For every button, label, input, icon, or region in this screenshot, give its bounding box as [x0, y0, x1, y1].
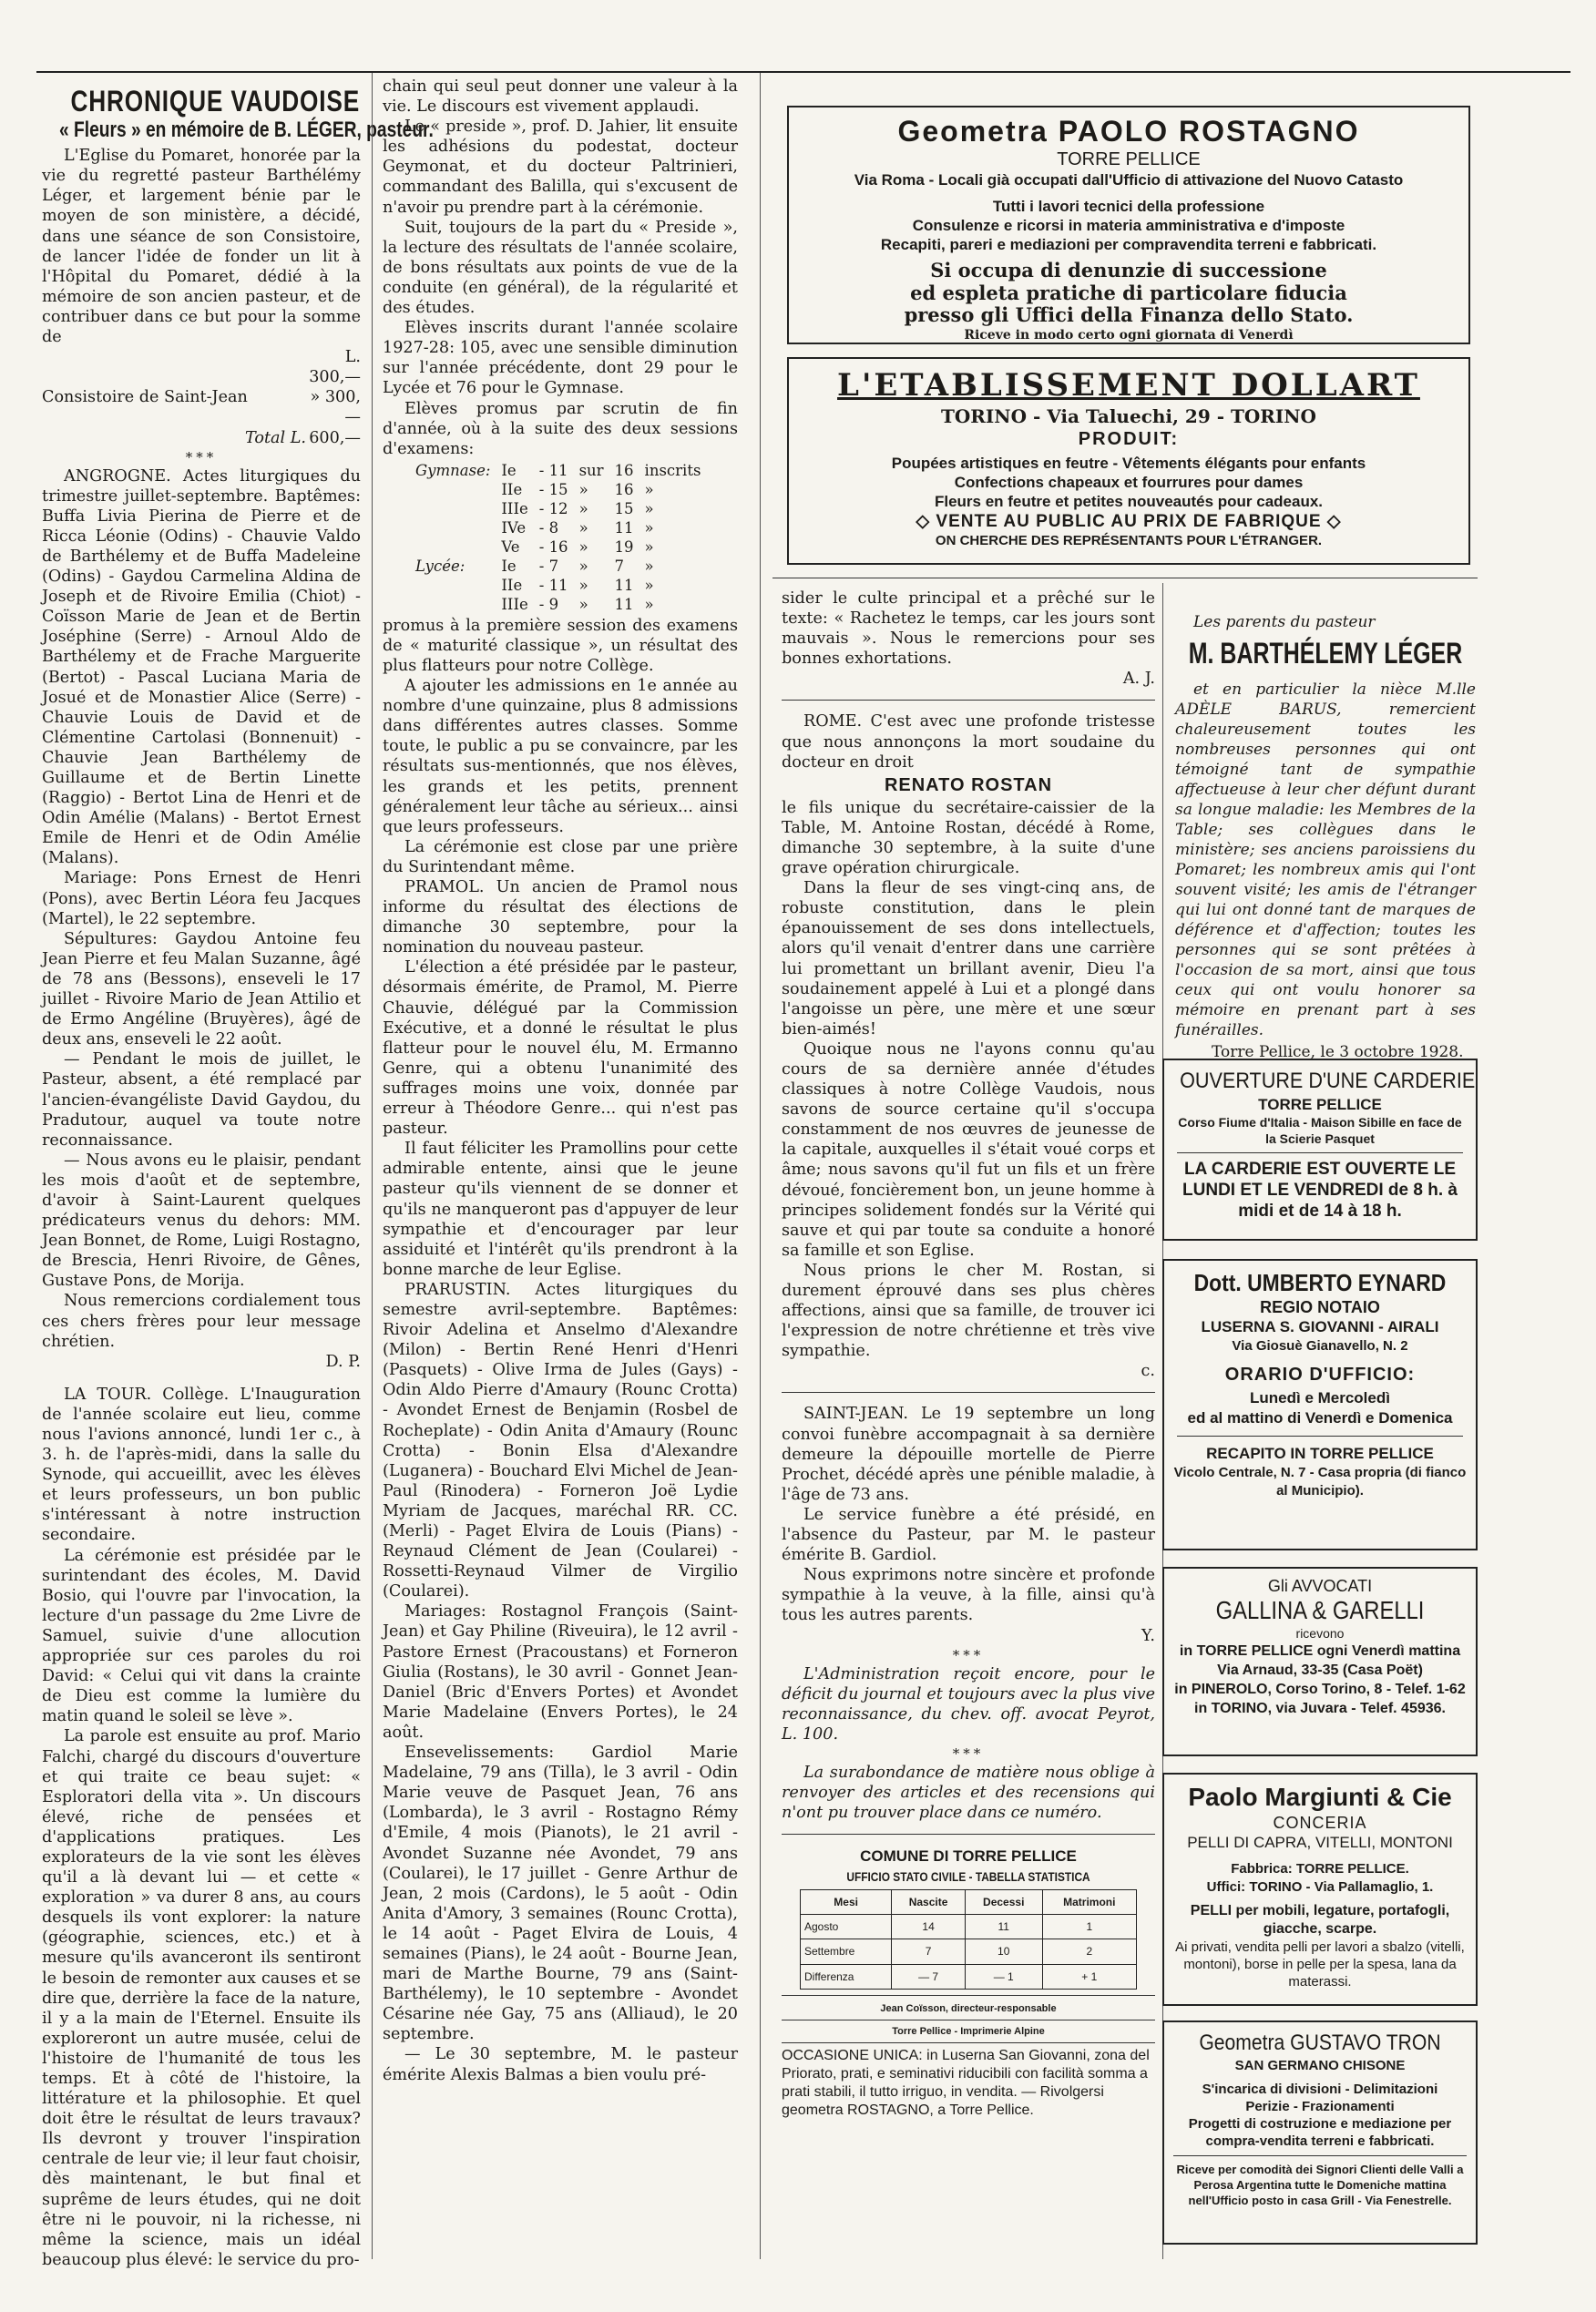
column-rule	[372, 73, 373, 2259]
section-heading: CHRONIQUE VAUDOISE	[70, 85, 361, 118]
classified-occasione: OCCASIONE UNICA: in Luserna San Giovanni, zona del Priorato, prati, e seminativi riducibili con facilità somma a prati stabili, il tutto irriguo, in vendita. — Rivolgersi geometra ROSTAGNO, a Torre Pellice.	[782, 2047, 1150, 2118]
separator-stars: ***	[952, 1646, 985, 1663]
paragraph-angrogne: ANGROGNE. Actes liturgiques du trimestre juillet-septembre. Baptêmes: Buffa Livia Pierina de Pierre et de Ricca Léonie (Odins) - Chauvie Valdo de Barthélemy et de Buffa Madeleine (Odins) - Gaydou Carmelina Aldina de Joseph et de Rivoire Emilia (Chiot) - Coïsson Marie de Jean et de Bertin Joséphine (Serre) - Arnoul Aldo de Barthélemy et de Frache Marguerite (Bertot) - Pascal Luciana Maria de Josué et de Monastier Alice (Serre) - Chauvie Louis de David et de Clémentine Cartolasi (Bonnenuit) - Chauvie Jean Barthélemy de Guillaume et de Bertin Linette (Raggio) - Bertot Lina de Henri et de Odin Amélie (Malans) - Bertot Ernest Emile de Henri et de Odin Amélie (Malans).	[42, 466, 361, 868]
table-row: IIe - 11 » 11 »	[501, 576, 654, 594]
table-subcaption: UFFICIO STATO CIVILE - TABELLA STATISTICA	[846, 1869, 1090, 1885]
notice-leger: Les parents du pasteur M. BARTHÉLEMY LÉGER et en particulier la nièce M.lle ADÈLE BARUS, remercient chaleureusement toutes les nombreuses personnes qui ont témoigné tant de sympathie affectueuse à leur cher défunt durant sa longue maladie: les Membres de la Table; ses collègues dans le ministère; ses anciens paroissiens du Pomaret; les nombreux amis qui l'ont souvent visité; les amis de l'étranger qui lui ont donné tant de marques de déférence et d'affection; toutes les personnes qui se sont prêtées à l'occasion de sa mort, ainsi que tous ceux qui ont voulu honorer sa mémoire en prenant part à ses funérailles. Torre Pellice, le 3 octobre 1928.	[1175, 613, 1476, 1061]
paragraph-la-tour: LA TOUR. Collège. L'Inauguration de l'année scolaire eut lieu, comme nous l'avions annoncé, lundi 1er c., à 3. h. de l'après-midi, dans la salle du Synode, qui accueillit, avec les élèves et leurs professeurs, un bon public s'intéressant à notre instruction secondaire.	[42, 1385, 361, 1545]
paragraph: Elèves promus par scrutin de fin d'année, où à la suite des deux sessions d'examens:	[383, 399, 738, 458]
table-row: Differenza — 7 — 1 + 1	[801, 1964, 1137, 1989]
paragraph: Nous remercions cordialement tous ces chers frères pour leur message chrétien.	[42, 1292, 361, 1351]
ad-title: OUVERTURE D'UNE CARDERIE	[1180, 1069, 1476, 1093]
exam-results-table	[410, 461, 706, 614]
separator-stars: ***	[185, 448, 218, 465]
ledger-row: Consistoire de Saint-Jean » 300,—	[42, 388, 361, 427]
paragraph: L'élection a été présidée par le pasteur, désormais émérite, de Pramol, M. Pierre Chauvie, délégué par la Commission Exécutive, et a donné le résultat le plus flatteur pour le nouvel élu, M. Ermanno Genre, qui a obtenu l'unanimité des suffrages moins une voix, donnée par erreur à Théodore Genre... qui n'est pas pasteur.	[383, 958, 738, 1139]
paragraph-surabondance: La surabondance de matière nous oblige à renvoyer des articles et des recensions qui n'ont pu trouver place dans ce numéro.	[782, 1763, 1155, 1823]
column-rule	[760, 73, 761, 2259]
paragraph-mariage: Mariage: Pons Ernest de Henri (Pons), avec Bertin Léora feu Jacques (Martel), le 22 septembre.	[42, 869, 361, 928]
ad-title: Geometra PAOLO ROSTAGNO	[897, 115, 1360, 148]
table-row: IIe - 15 » 16 »	[501, 480, 654, 498]
ad-title: Paolo Margiunti & Cie	[1188, 1783, 1452, 1811]
paragraph: — Pendant le mois de juillet, le Pasteur, absent, a été remplacé par l'ancien-évangéliste David Gaydou, du Pradutour, auquel va toute notre reconnaissance.	[42, 1050, 361, 1150]
ad-margiunti: Paolo Margiunti & Cie CONCERIA PELLI DI CAPRA, VITELLI, MONTONI Fabbrica: TORRE PELLICE. Uffici: TORINO - Via Pallamaglio, 1. PELLI per mobili, legature, portafogli, giacche, scarpe. Ai privati, vendita pelli per lavori a sbalzo (vitelli, montoni), borse in pelle per la spesa, lana da materassi.	[1162, 1773, 1478, 2006]
table-row: IIIe - 12 » 15 »	[501, 499, 654, 517]
paragraph: Le « preside », prof. D. Jahier, lit ensuite les adhésions du podestat, docteur Geymonat, et du docteur Paltrinieri, commandant des Balilla, qui s'excusent de n'avoir pu prendre part à la cérémonie.	[383, 118, 738, 217]
statistics-table	[800, 1889, 1137, 1989]
paragraph-prarustin: PRARUSTIN. Actes liturgiques du semestre avril-septembre. Baptêmes: Rivoir Adelina et Anselmo d'Alexandre (Milon) - Bertin René Henri d'Henri (Pasquets) - Olive Irma de Jules (Gays) - Odin Aldo Pierre d'Amaury (Rounc Crotta) - Avondet Ernest de Benjamin (Rosbel de Rocheplate) - Odin Anita d'Amaury (Rounc Crotta) - Bonin Elsa d'Alexandre (Luganera) - Bouchard Elvi Michel de Jean-Paul (Rinodera) - Forneron Joë Lydie Myriam de Jacques, maréchal RR. CC. (Merli) - Paget Elvira de Louis (Pians) - Reynaud Clément de Jean (Coularei) - Rossetti-Reynaud Vilmer de Virgilio (Coularei).	[383, 1280, 738, 1601]
deceased-name: RENATO ROSTAN	[884, 774, 1053, 795]
paragraph: Nous prions le cher M. Rostan, si durement éprouvé dans ses plus chères affections, ainsi que sa famille, de trouver ici l'expression de notre chrétienne et très vive sympathie.	[782, 1261, 1155, 1361]
rule	[782, 700, 1155, 701]
ad-rostagno: Geometra PAOLO ROSTAGNO TORRE PELLICE Via Roma - Locali già occupati dall'Ufficio di attivazione del Nuovo Catasto Tutti i lavori tecnici della professione Consulenze e ricorsi in materia amministrativa e d'imposte Recapiti, pareri e mediazioni per compravendita terreni e fabbricati. Si occupa di denunzie di successione ed espleta pratiche di particolare fiducia presso gli Uffici della Finanza dello Stato. Riceve in modo certo ogni giornata di Venerdì	[787, 106, 1470, 344]
ad-carderie: OUVERTURE D'UNE CARDERIE TORRE PELLICE Corso Fiume d'Italia - Maison Sibille en face de la Scierie Pasquet LA CARDERIE EST OUVERTE LE LUNDI ET LE VENDREDI de 8 h. à midi et de 14 à 18 h.	[1162, 1059, 1478, 1241]
column-2	[383, 77, 738, 2259]
paragraph: Dans la fleur de ses vingt-cinq ans, de robuste constitution, dans le plein épanouissement de ses dons intellectuels, alors qu'il venait d'entrer dans une carrière lui promettant un brillant avenir, Dieu l'a soudainement appelé à Lui et a plongé dans l'angoisse un père, une mère et une sœur bien-aimés!	[782, 879, 1155, 1038]
ad-title: GALLINA & GARELLI	[1215, 1596, 1425, 1624]
table-row: Lycée: Ie - 7 » 7 »	[415, 557, 654, 575]
paragraph: sider le culte principal et a prêché sur le texte: « Rachetez le temps, car les jours sont mauvais ». Nous le remercions pour ses bonnes exhortations.	[782, 589, 1155, 669]
top-rule	[36, 71, 1570, 73]
diamond-icon: ◇	[1326, 512, 1342, 531]
ad-eynard: Dott. UMBERTO EYNARD REGIO NOTAIO LUSERNA S. GIOVANNI - AIRALI Via Giosuè Gianavello, N. 2 ORARIO D'UFFICIO: Lunedì e Mercoledì ed al mattino di Venerdì e Domenica RECAPITO IN TORRE PELLICE Vicolo Centrale, N. 7 - Casa propria (di fianco al Municipio).	[1162, 1259, 1478, 1550]
signature: c.	[1141, 1362, 1155, 1381]
paragraph: La cérémonie est présidée par le surintendant des écoles, M. David Bosio, qui l'ouvre par l'invocation, la lecture d'un passage du 2me Livre de Samuel, suivie d'une allocution appropriée sur ces paroles du roi David: « Celui qui vit dans la crainte de Dieu est comme la lumière du matin quand le soleil se lève ».	[42, 1546, 361, 1726]
rule	[782, 1392, 1155, 1393]
paragraph: La parole est ensuite au prof. Mario Falchi, chargé du discours d'ouverture et qui traite ce beau sujet: « Esploratori della vita ». Un discours élevé, riche de pensées et d'applications pratiques. Les explorateurs de la vie sont les élèves qu'il a là devant lui — et cette « exploration » va durer 8 ans, au cours desquels ils vont explorer: la nature (géographie, sciences, etc.) et à mesure qu'ils avanceront ils sentiront le besoin de remonter aux causes et se dire que, derrière la face de la nature, il y a la main de l'Eternel. Ensuite ils exploreront un autre musée, celui de l'histoire de l'humanité de tous les temps. Et à côté de l'histoire, la littérature et la philosophie. Et quel doit être le résultat de leurs travaux? Ils devront y trouver l'inspiration centrale de leur vie; il leur faut choisir, dès maintenant, le but final et suprême de leurs études, qui ne doit être ni le pouvoir, ni la richesse, ni même la science, mais un idéal beaucoup plus élevé: le service du pro-	[42, 1727, 361, 2269]
table-caption: COMUNE DI TORRE PELLICE	[860, 1847, 1077, 1866]
paragraph-administration: L'Administration reçoit encore, pour le déficit du journal et toujours avec la plus vive reconnaissance, du chev. off. avocat Peyrot, L. 100.	[782, 1664, 1155, 1744]
paragraph: Quoique nous ne l'ayons connu qu'au cours de sa dernière année d'études classiques à notre Collège Vaudois, nous savons de source certaine qu'il s'occupa constamment de nos œuvres de jeunesse de la capitale, auxquelles il s'était voué corps et âme; nous savons qu'il fut un fils et un frère dévoué, foncièrement bon, un jeune homme à principes solidement fondés sur la Vérité qui sauve et qui par toute sa conduite a honoré sa famille et son Eglise.	[782, 1039, 1155, 1260]
ad-title: Dott. UMBERTO EYNARD	[1193, 1269, 1447, 1296]
paragraph: promus à la première session des examens de « maturité classique », un résultat des plus flatteurs pour notre Collège.	[383, 616, 738, 675]
table-row: Ve - 16 » 19 »	[501, 537, 654, 556]
paragraph: L'Eglise du Pomaret, honorée par la vie du regretté pasteur Barthélémy Léger, et largement bénie par le moyen de son ministère, a décidé, dans une séance de son Consistoire, de lancer l'idée de fonder un lit à l'Hôpital du Pomaret, dédié à la mémoire de son ancien pasteur, et de contribuer dans ce but pour la somme de	[42, 147, 361, 347]
ledger-row: L. 300,—	[309, 348, 361, 387]
rule	[782, 1834, 1155, 1835]
rule	[782, 2042, 1155, 2043]
ad-title: Geometra GUSTAVO TRON	[1199, 2031, 1441, 2055]
signature: A. J.	[1122, 670, 1155, 689]
paragraph-saint-jean: SAINT-JEAN. Le 19 septembre un long convoi funèbre accompagnait à sa dernière demeure la dépouille mortelle de Pierre Prochet, décédé après une pénible maladie, à l'âge de 73 ans.	[782, 1405, 1155, 1504]
paragraph: — Le 30 septembre, M. le pasteur émérite Alexis Balmas a bien voulu pré-	[383, 2045, 738, 2084]
ad-tron: Geometra GUSTAVO TRON SAN GERMANO CHISONE S'incarica di divisioni - Delimitazioni Perizie - Frazionamenti Progetti di costruzione e mediazione per compra-vendita terreni e fabbricati. Riceve per comodità dei Signori Clienti delle Valli a Perosa Argentina tutte le Domeniche mattina nell'Ufficio posto in casa Grill - Via Fenestrelle.	[1162, 2020, 1478, 2245]
paragraph-ensevelissements: Ensevelissements: Gardiol Marie Madelaine, 79 ans (Tilla), le 3 avril - Odin Marie veuve de Pasquet Jean, 76 ans (Lombarda), le 3 avril - Rostagno Rémy d'Emile, 4 mois (Pianots), le 21 avril - Avondet Suzanne née Avondet, 79 ans (Coularei), le 17 juillet - Genre Arthur de Jean, 2 mois (Cardons), le 5 août - Odin Anita d'Amory, 3 semaines (Rounc Crotta), le 14 août - Paget Elvira de Louis, 4 semaines (Pians), le 24 août - Bourne Jean, mari de Marthe Bourne, 79 ans (Saint-Barthélemy), le 10 septembre - Avondet Césarine née Gay, 75 ans (Alliaud), le 20 septembre.	[383, 1744, 738, 2044]
editor-line: Jean Coïsson, directeur-responsable	[880, 2002, 1057, 2014]
paragraph: Le service funèbre a été présidé, en l'absence du Pasteur, par M. le pasteur émérite B. Gardiol.	[782, 1505, 1155, 1565]
table-row: Settembre 7 10 2	[801, 1939, 1137, 1964]
signature: D. P.	[325, 1352, 361, 1371]
rule	[782, 1995, 1155, 1996]
paragraph: Elèves inscrits durant l'année scolaire 1927-28: 105, avec une sensible diminution sur l'année précédente, dont 29 pour le Lycée et 76 pour le Gymnase.	[383, 319, 738, 398]
table-header-row: Mesi Nascite Decessi Matrimoni	[801, 1890, 1137, 1915]
separator-stars: ***	[952, 1744, 985, 1762]
paragraph: — Nous avons eu le plaisir, pendant les mois d'août et de septembre, d'avoir à Saint-Laurent quelques prédicateurs venus du dehors: MM. Jean Bonnet, de Rome, Luigi Rostagno, de Brescia, Henri Rivoire, de Gênes, Gustave Pons, de Morija.	[42, 1151, 361, 1291]
ad-gallina-garelli: Gli AVVOCATI GALLINA & GARELLI ricevono in TORRE PELLICE ogni Venerdì mattina Via Arnaud, 33-35 (Casa Poët) in PINEROLO, Corso Torino, 8 - Telef. 1-62 in TORINO, via Juvara - Telef. 45936.	[1162, 1567, 1478, 1756]
paragraph: chain qui seul peut donner une valeur à la vie. Le discours est vivement applaudi.	[383, 77, 738, 117]
signature: Y.	[1141, 1626, 1155, 1645]
paragraph: La cérémonie est close par une prière du Surintendant même.	[383, 837, 738, 876]
paragraph-mariages: Mariages: Rostagnol François (Saint-Jean) et Gay Philine (Riveuira), le 12 avril - Pastore Ernest (Pracoustans) et Forneron Giulia (Rostans), le 30 avril - Gonnet Jean-Daniel (Bric d'Envers Portes) et Avondet Marie Madelaine (Envers Portes), le 24 août.	[383, 1602, 738, 1742]
paragraph: le fils unique du secrétaire-caissier de la Table, M. Antoine Rostan, décédé à Rome, dimanche 30 septembre, à la suite d'une grave opération chirurgicale.	[782, 798, 1155, 878]
paragraph-pramol: PRAMOL. Un ancien de Pramol nous informe du résultat des élections de dimanche 30 septembre, pour la nomination du nouveau pasteur.	[383, 878, 738, 957]
diamond-icon: ◇	[916, 512, 931, 531]
paragraph-sepultures: Sépultures: Gaydou Antoine feu Jean Pierre et feu Malan Suzanne, âgé de 78 ans (Bessons), enseveli le 17 juillet - Rivoire Mario de Jean Attilio et de Ermo Angéline (Bruyères), âgé de deux ans, enseveli le 22 août.	[42, 929, 361, 1049]
article-heading: « Fleurs » en mémoire de B. LÉGER, pasteur.	[59, 118, 434, 143]
paragraph: Il faut féliciter les Pramollins pour cette admirable entente, ainsi que le jeune pasteur qu'ils viennent de se donner et qu'ils ne manqueront pas d'appuyer de leur sympathie et d'encourager par leur assiduité et l'intérêt qu'ils prendront à la bonne marche de leur Eglise.	[383, 1140, 738, 1279]
paragraph: Nous exprimons notre sincère et profonde sympathie à la veuve, à la fille, ainsi qu'à tous les autres parents.	[782, 1566, 1155, 1625]
paragraph: Suit, toujours de la part du « Preside », la lecture des résultats de l'année scolaire, de bons résultats aux points de vue de la conduite (en général), de la régularité et des études.	[383, 218, 738, 318]
column-3	[782, 588, 1155, 2279]
table-row: IIIe - 9 » 11 »	[501, 595, 654, 613]
table-row: Agosto 14 11 1	[801, 1915, 1137, 1939]
table-row: IVe - 8 » 11 »	[501, 518, 654, 537]
paragraph-rome: ROME. C'est avec une profonde tristesse que nous annonçons la mort soudaine du docteur en droit	[782, 712, 1155, 772]
printer-line: Torre Pellice - Imprimerie Alpine	[892, 2025, 1045, 2037]
ledger-total: Total L. 600,—	[244, 428, 361, 447]
paragraph: A ajouter les admissions en 1e année au nombre d'une quinzaine, plus 8 admissions dans différentes autres classes. Somme toute, le public a pu se convaincre, par les résultats sus-mentionnés, que nos élèves, les grands et les petits, prennent généralement leur tâche au sérieux... ainsi que leurs professeurs.	[383, 677, 738, 836]
ad-title: L'ETABLISSEMENT DOLLART	[837, 367, 1420, 404]
notice-name: M. BARTHÉLEMY LÉGER	[1188, 637, 1463, 670]
column-1	[42, 77, 434, 2269]
table-row: Gymnase: Ie - 11 sur 16 inscrits	[415, 461, 701, 479]
ad-dollart: L'ETABLISSEMENT DOLLART TORINO - Via Taluechi, 29 - TORINO PRODUIT: Poupées artistiques en feutre - Vêtements élégants pour enfants Confections chapeaux et fourrures pour dames Fleurs en feutre et petites nouveautés pour cadeaux. ◇ VENTE AU PUBLIC AU PRIX DE FABRIQUE ◇ ON CHERCHE DES REPRÉSENTANTS POUR L'ÉTRANGER.	[787, 357, 1470, 565]
